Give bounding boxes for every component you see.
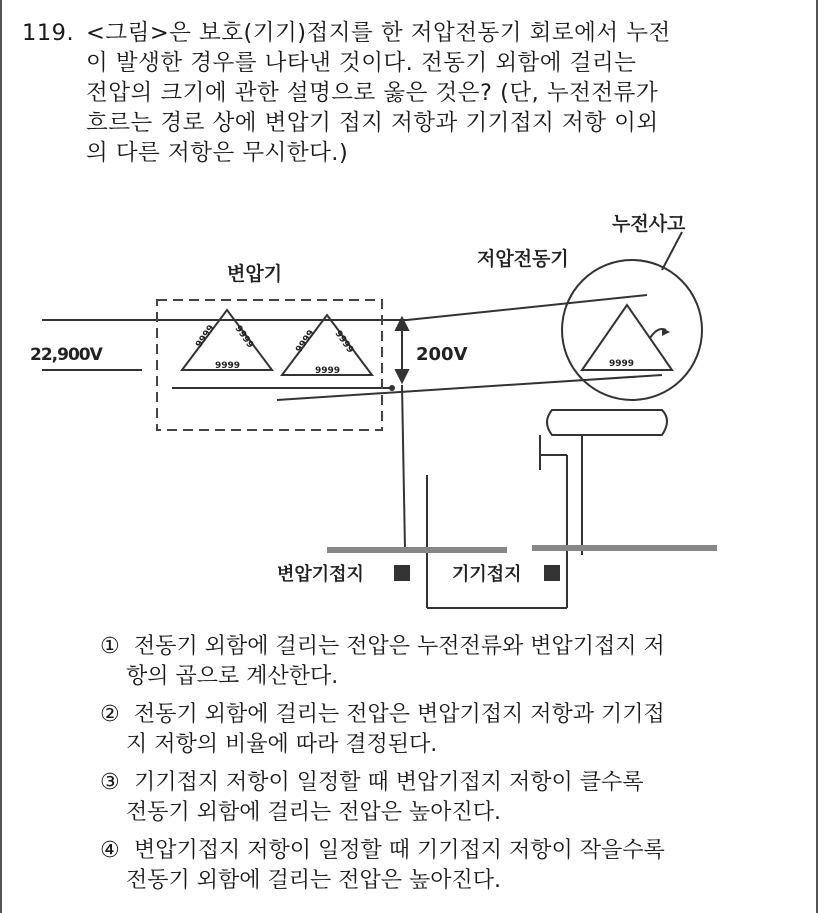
answer-choices xyxy=(100,632,790,904)
label-transformer-ground: 변압기접지 xyxy=(277,564,364,585)
label-equipment-ground: 기기접지 xyxy=(452,564,522,585)
svg-text:9999: 9999 xyxy=(315,366,341,376)
wire-to-motor-top xyxy=(407,295,647,320)
svg-text:9999: 9999 xyxy=(215,361,241,371)
choice-mark: ③ xyxy=(100,770,120,795)
choice-3[interactable]: ③ 기기접지 저항이 일정할 때 변압기접지 저항이 클수록 전동기 외함에 걸리는 전압은 높아진다. xyxy=(100,770,644,825)
question-line-1: 119. <그림>은 보호(기기)접지를 한 저압전동기 회로에서 누전 xyxy=(22,20,671,46)
svg-text:9999: 9999 xyxy=(332,328,356,356)
transformer-ground-bar xyxy=(327,547,507,553)
question-number: 119. xyxy=(22,20,75,46)
choice-4[interactable]: ④ 변압기접지 저항이 일정할 때 기기접지 저항이 작을수록 전동기 외함에 걸리는 전압은 높아진다. xyxy=(100,838,665,893)
question-line-5: 의 다른 저항은 무시한다.) xyxy=(86,140,349,166)
junction-dot xyxy=(389,385,395,391)
motor-base xyxy=(547,410,667,435)
label-motor: 저압전동기 xyxy=(477,248,569,270)
svg-text:9999: 9999 xyxy=(294,328,317,355)
wire-transformer-ground xyxy=(402,385,405,550)
choice-1[interactable]: ① 전동기 외함에 걸리는 전압은 누전전류와 변압기접지 저 항의 곱으로 계산한다. xyxy=(100,634,665,689)
equipment-ground-electrode xyxy=(544,565,560,581)
question-line-2: 이 발생한 경우를 나타낸 것이다. 전동기 외함에 걸리는 xyxy=(86,50,637,76)
choice-mark: ④ xyxy=(100,838,120,863)
svg-text:9999: 9999 xyxy=(232,323,256,351)
question-line-3: 전압의 크기에 관한 설명으로 옳은 것은? (단, 누전전류가 xyxy=(86,80,659,106)
question-line-4: 흐르는 경로 상에 변압기 접지 저항과 기기접지 저항 이외 xyxy=(86,110,659,136)
label-leak: 누전사고 xyxy=(612,213,686,235)
voltage-arrow xyxy=(396,318,408,382)
circuit-diagram xyxy=(22,210,782,620)
leak-pointer xyxy=(662,232,682,270)
motor-housing xyxy=(562,260,702,400)
choice-2[interactable]: ② 전동기 외함에 걸리는 전압은 변압기접지 저항과 기기접 지 저항의 비율에 따라 결정된다. xyxy=(100,702,665,757)
coil-labels xyxy=(194,323,634,376)
svg-text:9999: 9999 xyxy=(194,323,217,350)
choice-mark: ① xyxy=(100,634,120,659)
transformer-ground-electrode xyxy=(394,565,410,581)
svg-text:9999: 9999 xyxy=(609,359,635,369)
question-stem xyxy=(22,18,782,168)
label-transformer: 변압기 xyxy=(227,263,283,285)
choice-mark: ② xyxy=(100,702,120,727)
label-low-voltage: 200V xyxy=(416,344,468,365)
equipment-ground-bar xyxy=(532,545,717,551)
circuit-figure xyxy=(22,210,782,620)
label-high-voltage: 22,900V xyxy=(30,345,102,365)
